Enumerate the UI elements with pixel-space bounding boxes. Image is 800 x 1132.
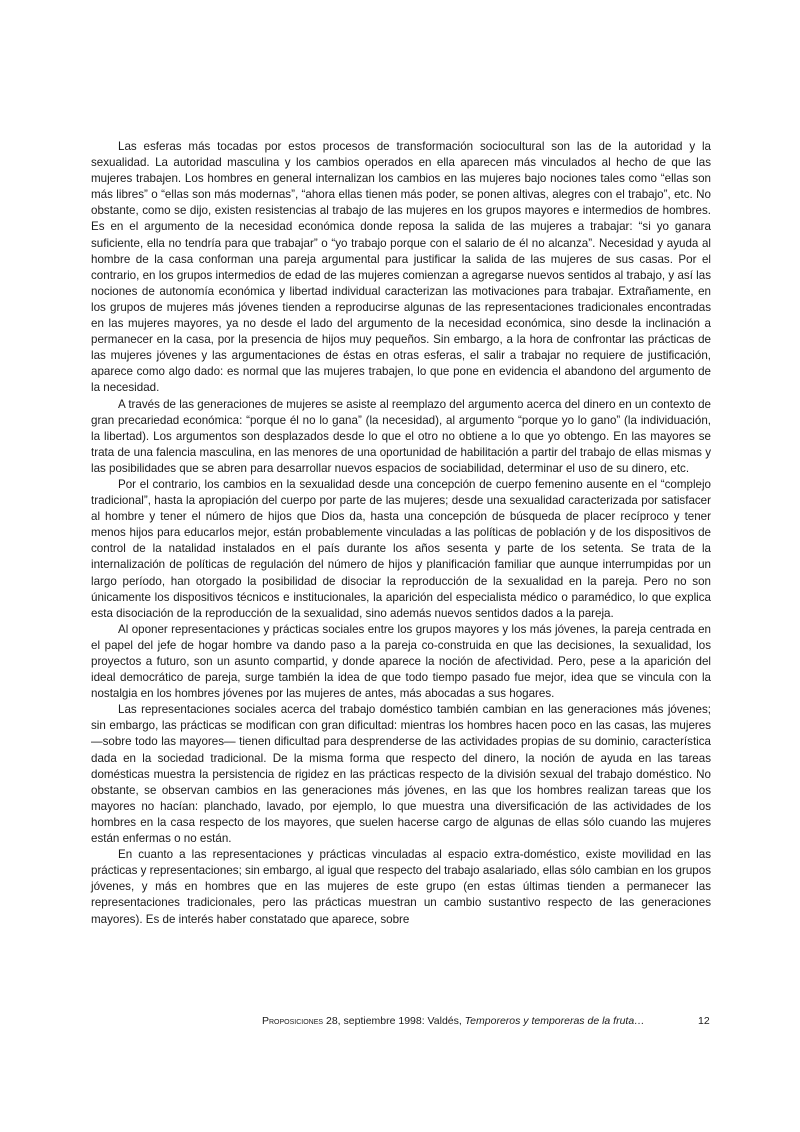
footer-journal-name: Proposiciones (262, 1015, 324, 1027)
paragraph-5: Las representaciones sociales acerca del trabajo doméstico también cambian en las generaciones más jóvenes; sin embargo, las prácticas se modifican con gran dificultad: mientras los hombres hacen poco en las casas, las mujeres —sobre todo las mayores— tienen dificultad para desprenderse de las actividades propias de su dominio, característica dada en la sociedad tradicional. De la misma forma que respecto del dinero, la noción de ayuda en las tareas domésticas muestra la persistencia de rigidez en las prácticas respecto de la división sexual del trabajo doméstico. No obstante, se observan cambios en las generaciones más jóvenes, en las que los hombres realizan tareas que los mayores no hacían: planchado, lavado, por ejemplo, lo que muestra una diversificación de las actividades de los hombres en la casa respecto de los mayores, que suelen hacerse cargo de algunas de ellas sólo cuando las mujeres están enfermas o no están. (91, 703, 711, 846)
page-number: 12 (698, 1015, 710, 1027)
paragraph-1: Las esferas más tocadas por estos procesos de transformación sociocultural son las de la autoridad y la sexualidad. La autoridad masculina y los cambios operados en ella aparecen más vinculados al hecho de que las mujeres trabajen. Los hombres en general internalizan los cambios en las mujeres bajo nociones tales como “ellas son más libres” o “ellas son más modernas”, “ahora ellas tienen más poder, se ponen altivas, alegres con el trabajo”, etc. No obstante, como se dijo, existen resistencias al trabajo de las mujeres en los grupos mayores e intermedios de hombres. Es en el argumento de la necesidad económica donde reposa la salida de las mujeres a trabajar: “si yo ganara suficiente, ella no tendría para que trabajar” o “yo trabajo porque con el salario de él no alcanza”. Necesidad y ayuda al hombre de la casa conforman una pareja argumental para justificar la salida de las mujeres de sus casas. Por el contrario, en los grupos intermedios de edad de las mujeres comienzan a agregarse nuevos sentidos al trabajo, y así las nociones de autonomía económica y libertad individual caracterizan las motivaciones para trabajar. Extrañamente, en los grupos de mujeres más jóvenes tienden a reproducirse algunas de las representaciones tradicionales encontradas en las mujeres mayores, ya no desde el lado del argumento de la necesidad económica, sino desde la inclinación a permanecer en la casa, por la presencia de hijos muy pequeños. Sin embargo, a la hora de confrontar las prácticas de las mujeres jóvenes y las argumentaciones de éstas en otras esferas, el salir a trabajar no requiere de justificación, aparece como algo dado: es normal que las mujeres trabajen, lo que pone en evidencia el abandono del argumento de la necesidad. (91, 140, 711, 395)
body-text (91, 139, 711, 928)
paragraph-4: Al oponer representaciones y prácticas sociales entre los grupos mayores y los más jóvenes, la pareja centrada en el papel del jefe de hogar hombre va dando paso a la pareja co-construida en que las decisiones, la sexualidad, los proyectos a futuro, son un asunto compartid, y donde aparece la noción de afectividad. Pero, pese a la aparición del ideal democrático de pareja, surge también la idea de que todo tiempo pasado fue mejor, idea que se vincula con la nostalgia en los hombres jóvenes por las mujeres de antes, más abocadas a sus hogares. (91, 622, 711, 701)
paragraph-3: Por el contrario, los cambios en la sexualidad desde una concepción de cuerpo femenino ausente en el “complejo tradicional”, hasta la apropiación del cuerpo por parte de las mujeres; desde una sexualidad caracterizada por satisfacer al hombre y tener el número de hijos que Dios da, hasta una concepción de búsqueda de placer recíproco y tener menos hijos para educarlos mejor, están probablemente vinculadas a las políticas de población y de los dispositivos de control de la natalidad instalados en el país durante los años sesenta y parte de los setenta. Se trata de la internalización de políticas de regulación del número de hijos y planificación familiar que aunque interrumpidas por un largo período, han otorgado la posibilidad de disociar la reproducción de la sexualidad en la pareja. Pero no son únicamente los dispositivos técnicos e institucionales, la aparición del especialista médico o paramédico, lo que explica esta disociación de la reproducción de la sexualidad, sino además nuevos sentidos dados a la pareja. (91, 477, 711, 620)
page-footer (262, 1015, 712, 1027)
footer-citation: 28, septiembre 1998: Valdés, (323, 1015, 465, 1027)
paragraph-2: A través de las generaciones de mujeres se asiste al reemplazo del argumento acerca del dinero en un contexto de gran precariedad económica: “porque él no lo gana” (la necesidad), al argumento “porque yo lo gano” (la individuación, la libertad). Los argumentos son desplazados desde lo que el otro no obtiene a lo que yo obtengo. En las mayores se trata de una falencia masculina, en las menores de una oportunidad de habilitación a partir del trabajo de ellas mismas y las posibilidades que se abren para desarrollar nuevos espacios de sociabilidad, determinar el uso de su dinero, etc. (91, 397, 711, 475)
footer-article-title: Temporeros y temporeras de la fruta… (464, 1015, 645, 1027)
paragraph-6: En cuanto a las representaciones y prácticas vinculadas al espacio extra-doméstico, existe movilidad en las prácticas y representaciones; sin embargo, al igual que respecto del trabajo asalariado, ellas sólo cambian en los grupos jóvenes, y más en hombres que en las mujeres de este grupo (en estas últimas tienden a permanecer las representaciones tradicionales, pero las prácticas muestran un cambio sustantivo respecto de las generaciones mayores). Es de interés haber constatado que aparece, sobre (91, 848, 711, 926)
